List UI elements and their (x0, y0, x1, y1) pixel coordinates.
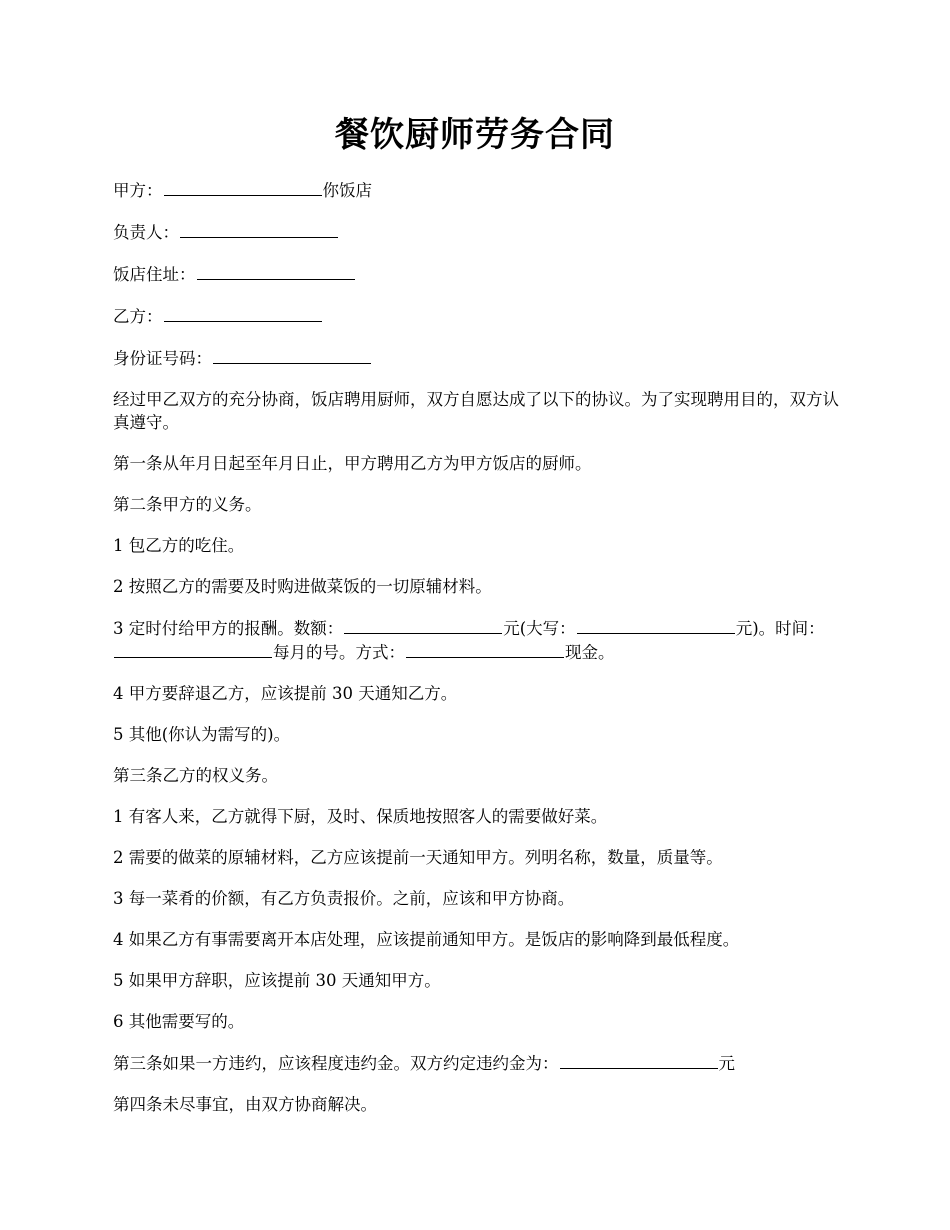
article-3-item-2: 2 需要的做菜的原辅材料，乙方应该提前一天通知甲方。列明名称，数量，质量等。 (113, 848, 723, 867)
article-2-item-1: 1 包乙方的吃住。 (113, 536, 245, 555)
payment-method-suffix: 现金。 (565, 643, 615, 662)
party-a-blank (164, 178, 322, 196)
breach-amount-blank (560, 1051, 718, 1069)
party-a-suffix: 你饭店 (322, 181, 372, 200)
party-b-blank (164, 304, 322, 322)
id-line (113, 346, 841, 370)
party-a-line (113, 178, 841, 202)
intro-paragraph: 经过甲乙双方的充分协商，饭店聘用厨师，双方自愿达成了以下的协议。为了实现聘用目的，双方认真遵守。 (113, 390, 839, 432)
payment-time-blank (114, 640, 272, 658)
article-1: 第一条从年月日起至年月日止，甲方聘用乙方为甲方饭店的厨师。 (113, 454, 592, 473)
id-blank (213, 346, 371, 364)
responsible-label: 负责人： (113, 223, 179, 242)
payment-method-label: 每月的号。方式： (273, 643, 405, 662)
id-label: 身份证号码： (113, 349, 212, 368)
party-a-label: 甲方： (113, 181, 163, 200)
article-3-title: 第三条乙方的权义务。 (113, 766, 278, 785)
article-3-item-4: 4 如果乙方有事需要离开本店处理，应该提前通知甲方。是饭店的影响降到最低程度。 (113, 930, 740, 949)
article-3-item-6: 6 其他需要写的。 (113, 1012, 245, 1031)
article-2-item-5: 5 其他(你认为需写的)。 (113, 725, 291, 744)
article-4: 第四条未尽事宜，由双方协商解决。 (113, 1095, 377, 1114)
breach-clause (113, 1051, 841, 1075)
article-3-item-3: 3 每一菜肴的价额，有乙方负责报价。之前，应该和甲方协商。 (113, 889, 575, 908)
address-line (113, 262, 841, 286)
breach-unit: 元 (718, 1054, 735, 1073)
document-body (113, 178, 841, 1134)
article-2-item-3 (113, 616, 841, 664)
document-title: 餐饮厨师劳务合同 (335, 115, 615, 155)
article-2-title: 第二条甲方的义务。 (113, 495, 262, 514)
article-3-item-5: 5 如果甲方辞职，应该提前 30 天通知甲方。 (113, 971, 441, 990)
payment-capital-label: 元(大写： (503, 619, 576, 638)
address-label: 饭店住址： (113, 265, 196, 284)
party-b-label: 乙方： (113, 307, 163, 326)
article-2-item-4: 4 甲方要辞退乙方，应该提前 30 天通知乙方。 (113, 684, 458, 703)
party-b-line (113, 304, 841, 328)
payment-amount-blank (344, 616, 502, 634)
payment-capital-blank (577, 616, 735, 634)
payment-method-blank (406, 640, 564, 658)
payment-amount-label: 3 定时付给甲方的报酬。数额： (113, 619, 344, 638)
article-2-item-2: 2 按照乙方的需要及时购进做菜饭的一切原辅材料。 (113, 577, 492, 596)
address-blank (197, 262, 355, 280)
responsible-blank (180, 220, 338, 238)
breach-text: 第三条如果一方违约，应该程度违约金。双方约定违约金为： (113, 1054, 559, 1073)
article-3-item-1: 1 有客人来，乙方就得下厨，及时、保质地按照客人的需要做好菜。 (113, 807, 608, 826)
responsible-line (113, 220, 841, 244)
payment-time-label: 元)。时间： (735, 619, 825, 638)
